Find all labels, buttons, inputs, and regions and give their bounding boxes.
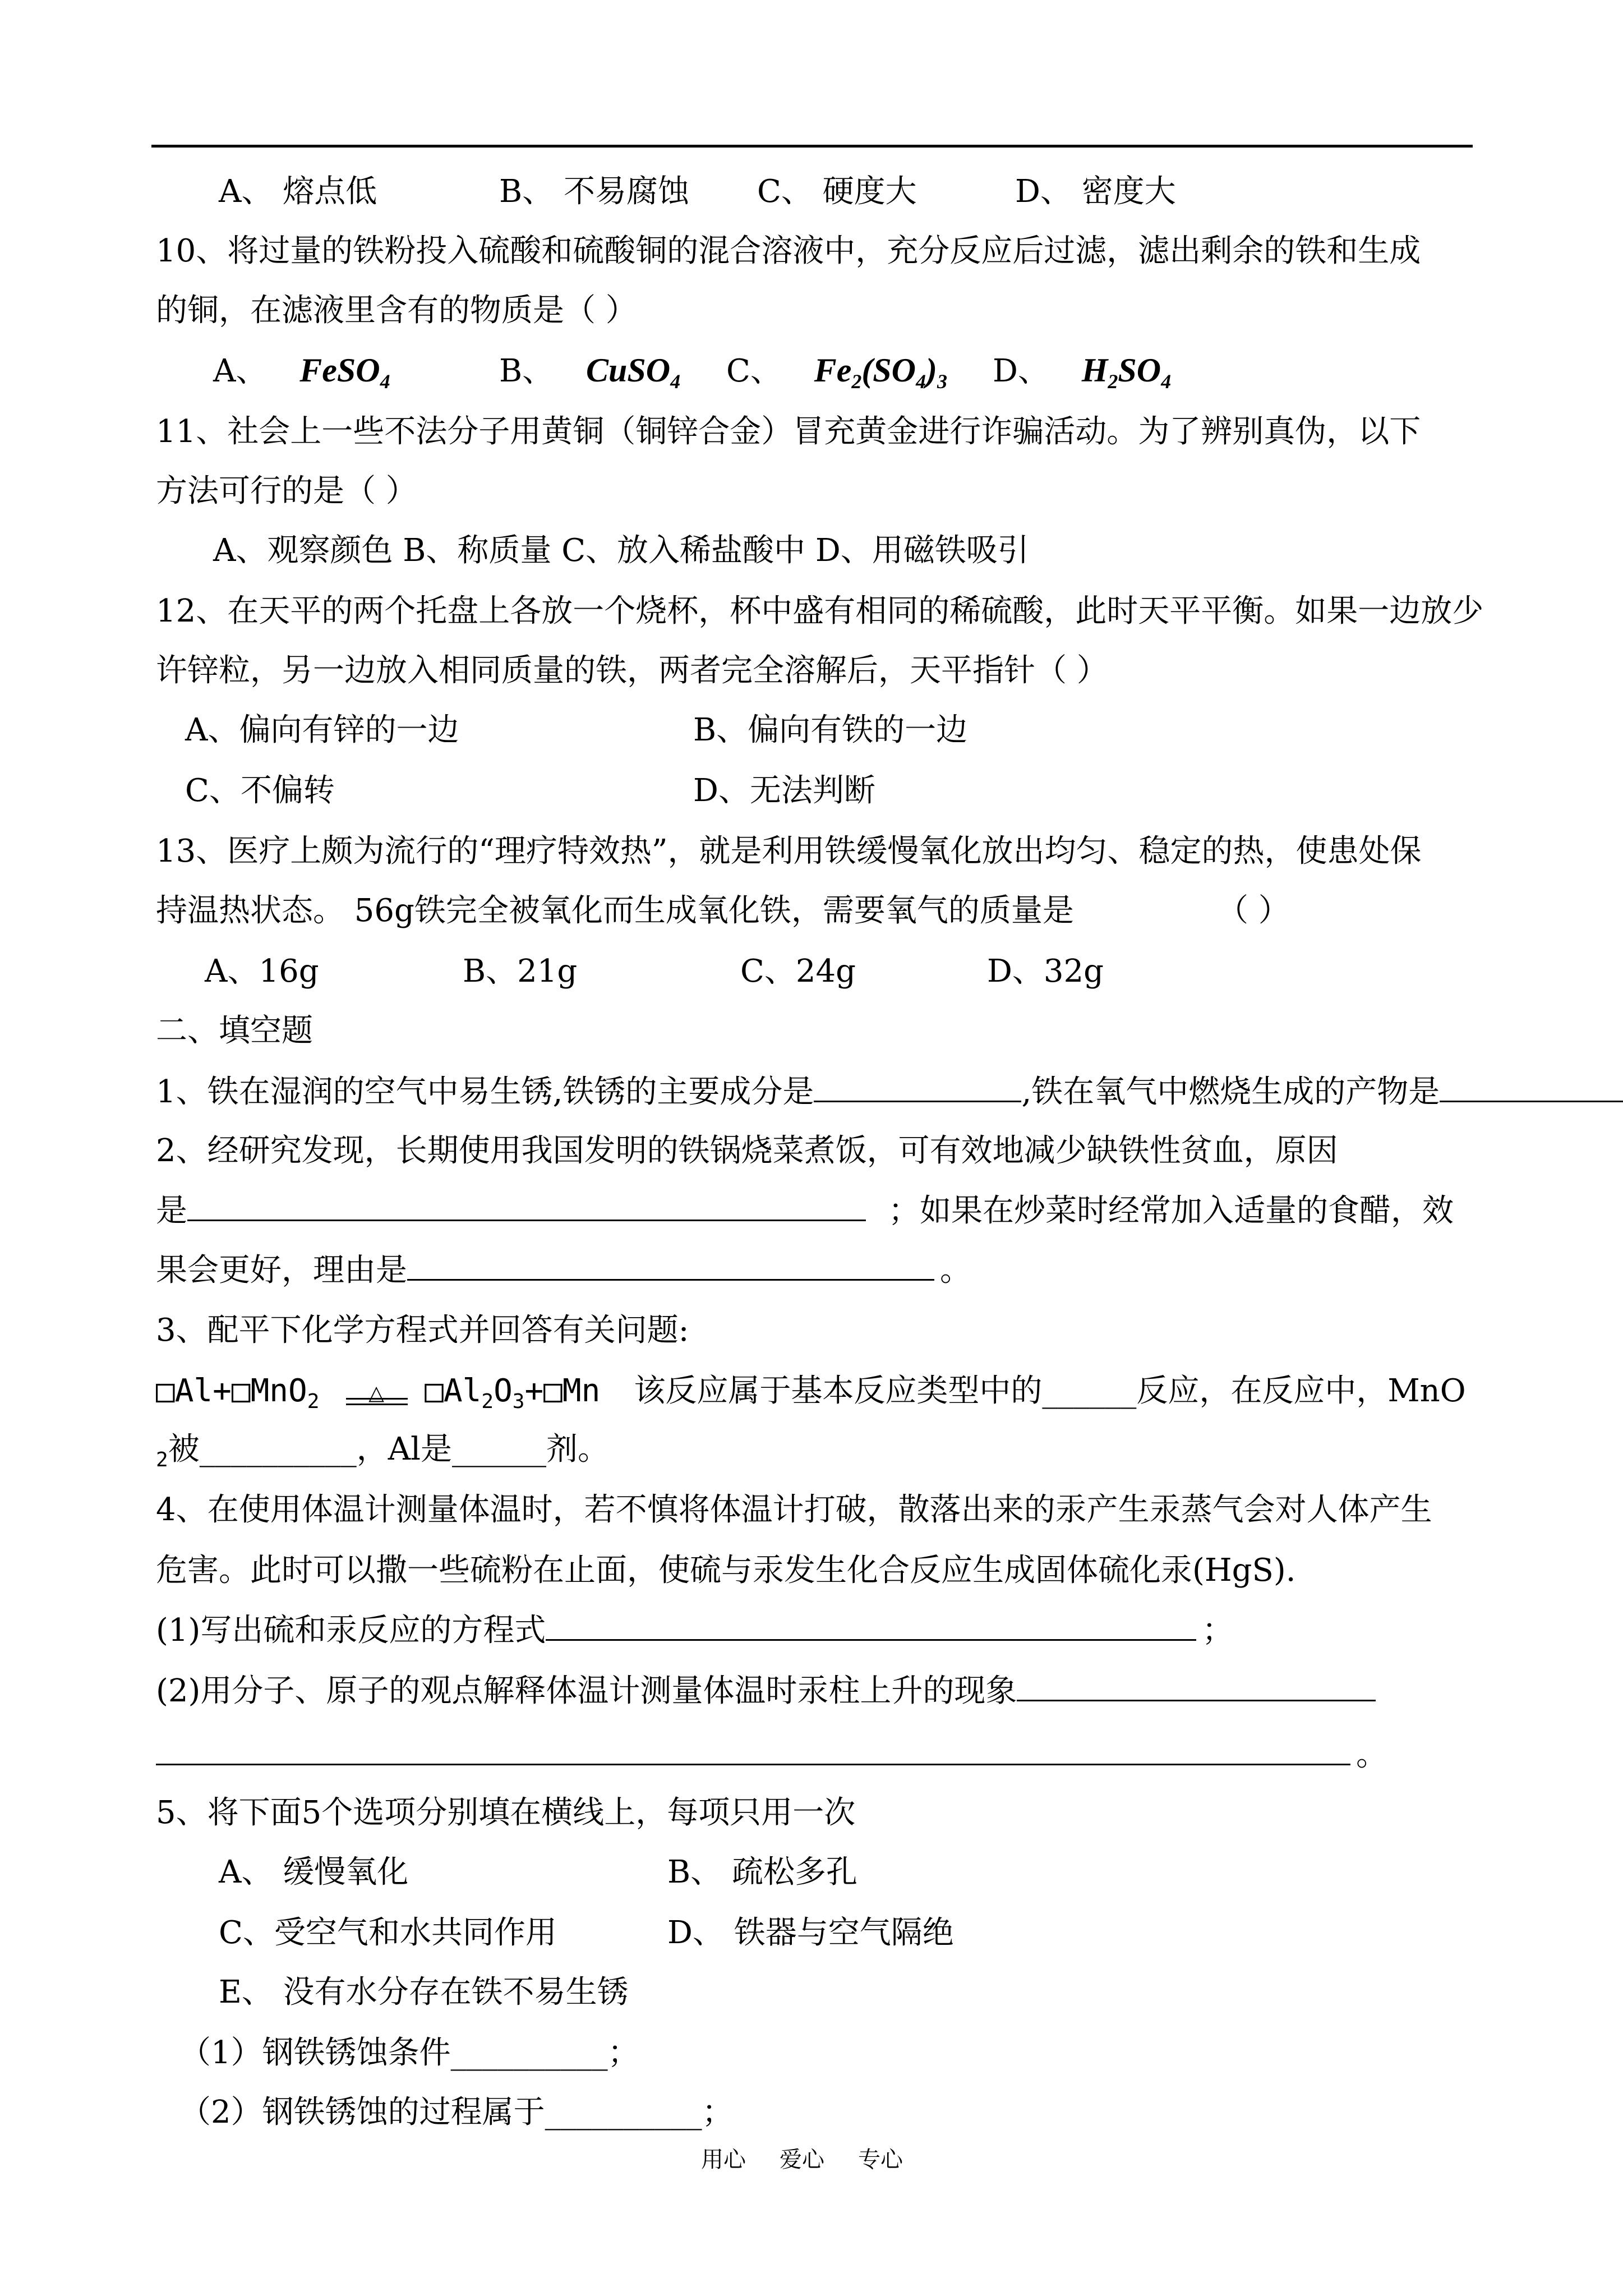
q10-option-d-label: D、 (993, 353, 1049, 389)
q10-option-d-formula-1: H (1081, 352, 1108, 389)
fill2-line2-a: 是 (156, 1193, 187, 1229)
q10-option-b-label: B、 (499, 353, 554, 389)
fill3-line2-sub: 2 (156, 1448, 168, 1471)
heat-equals-sign (346, 1377, 408, 1410)
fill2-line2 (156, 1190, 1454, 1231)
q10-option-c-label: C、 (726, 353, 782, 389)
fill4-q1-text: (1)写出硫和汞反应的方程式 (156, 1612, 546, 1649)
q13-line2: 持温热状态。 56g铁完全被氧化而生成氧化铁，需要氧气的质量是 (156, 892, 1074, 929)
fill2-line2-b: ；如果在炒菜时经常加入适量的食醋，效 (888, 1193, 1454, 1229)
q12-option-c: C、不偏转 (185, 772, 335, 809)
fill3-text2: 反应，在反应中，MnO (1136, 1373, 1466, 1409)
fill3-line2-c: 剂。 (546, 1431, 610, 1467)
q10-option-a (213, 350, 390, 402)
fill1-part1: 1、铁在湿润的空气中易生锈,铁锈的主要成分是 (156, 1074, 814, 1110)
footer-text-2: 爱心 (780, 2147, 824, 2173)
fill1-blank-2[interactable] (1440, 1071, 1623, 1102)
fill3-equation-line (156, 1371, 1466, 1422)
fill2-line3 (156, 1250, 971, 1291)
delta-icon: △ (368, 1381, 384, 1405)
fill3-line2-a: 被 (168, 1431, 200, 1467)
fill4-line2: 危害。此时可以撒一些硫粉在止面，使硫与汞发生化合反应生成固体硫化汞(HgS). (156, 1552, 1296, 1589)
q10-option-b-formula: CuSO (585, 352, 671, 389)
fill2-blank-1[interactable] (187, 1190, 866, 1221)
fill5-sub2-text: （2）钢铁锈蚀的过程属于 (179, 2094, 545, 2131)
q9-option-d: D、 密度大 (1015, 173, 1176, 210)
fill2-line1: 2、经研究发现，长期使用我国发明的铁锅烧菜煮饭，可有效地减少缺铁性贫血，原因 (156, 1133, 1338, 1169)
fill3-line2 (156, 1429, 609, 1480)
q10-option-a-formula: FeSO (299, 352, 380, 389)
fill5-title: 5、将下面5个选项分别填在横线上，每项只用一次 (156, 1795, 856, 1831)
q10-option-c-sub-2: 4 (916, 370, 926, 393)
fill5-sub2-blank[interactable]: __________ (545, 2094, 702, 2131)
q12-line2: 许锌粒，另一边放入相同质量的铁，两者完全溶解后，天平指针（ ） (156, 652, 1108, 689)
q11-options: A、观察颜色 B、称质量 C、放入稀盐酸中 D、用磁铁吸引 (213, 532, 1029, 569)
fill4-q2-text: (2)用分子、原子的观点解释体温计测量体温时汞柱上升的现象 (156, 1673, 1017, 1709)
fill4-q2-cont (156, 1734, 1387, 1775)
q13-option-c: C、24g (740, 953, 856, 990)
fill3-eq-left: □Al+□MnO (156, 1373, 307, 1409)
q13-option-a: A、16g (205, 953, 319, 990)
q10-line2: 的铜，在滤液里含有的物质是（ ） (156, 292, 637, 329)
fill1-blank-1[interactable] (814, 1071, 1021, 1102)
q10-option-b-sub: 4 (670, 370, 681, 393)
footer-text-1: 用心 (701, 2147, 746, 2173)
fill1-part2: ,铁在氧气中燃烧生成的产物是 (1021, 1074, 1440, 1110)
fill3-title: 3、配平下化学方程式并回答有关问题: (156, 1312, 689, 1349)
q10-option-c-formula-1: Fe (814, 352, 852, 389)
q10-option-d-formula-2: SO (1118, 352, 1161, 389)
fill5-sub2 (179, 2092, 734, 2133)
q10-option-a-sub: 4 (380, 370, 390, 393)
page-footer (701, 2146, 937, 2174)
fill5-option-d: D、 铁器与空气隔绝 (667, 1915, 954, 1951)
fill3-blank2[interactable]: __________ (199, 1431, 357, 1467)
fill3-eq-right-3: +□Mn (524, 1373, 601, 1409)
q10-option-d-sub-2: 4 (1161, 370, 1172, 393)
q12-option-b: B、偏向有铁的一边 (693, 712, 968, 748)
fill3-line2-b: ，Al是 (356, 1431, 453, 1467)
q10-option-b (499, 350, 680, 402)
fill5-sub1-end: ； (607, 2035, 639, 2071)
q10-option-a-label: A、 (213, 353, 268, 389)
fill2-blank-2[interactable] (407, 1250, 934, 1281)
q13-line1: 13、医疗上颇为流行的“理疗特效热”，就是利用铁缓慢氧化放出均匀、稳定的热，使患处保 (156, 833, 1422, 869)
fill5-option-a: A、 缓慢氧化 (219, 1854, 409, 1890)
q10-line1: 10、将过量的铁粉投入硫酸和硫酸铜的混合溶液中，充分反应后过滤，滤出剩余的铁和生成 (156, 233, 1421, 269)
fill4-q1-end: ； (1202, 1612, 1234, 1649)
q10-option-d (993, 350, 1171, 402)
fill3-eq-right-sub2: 3 (512, 1390, 525, 1413)
section-title: 二、填空题 (156, 1013, 313, 1049)
q11-line2: 方法可行的是（ ） (156, 473, 417, 509)
q13-option-b: B、21g (463, 953, 578, 990)
fill5-sub1-blank[interactable]: __________ (450, 2035, 608, 2071)
fill2-line3-b: 。 (940, 1252, 971, 1289)
fill3-eq-right-sub1: 2 (481, 1390, 494, 1413)
fill4-q1-blank[interactable] (546, 1610, 1196, 1641)
fill5-option-b: B、 疏松多孔 (667, 1854, 857, 1890)
fill5-sub1-text: （1）钢铁锈蚀条件 (179, 2035, 451, 2071)
q9-option-b: B、 不易腐蚀 (499, 173, 689, 210)
fill5-option-c: C、受空气和水共同作用 (219, 1915, 557, 1951)
fill5-sub1 (179, 2033, 639, 2073)
footer-text-3: 专心 (858, 2147, 903, 2173)
header-rule (151, 145, 1473, 148)
q12-option-d: D、无法判断 (693, 772, 875, 809)
fill3-blank3[interactable]: ______ (452, 1431, 547, 1467)
q10-option-c-sub-1: 2 (851, 370, 862, 393)
fill2-line3-a: 果会更好，理由是 (156, 1252, 407, 1289)
fill5-sub2-end: ； (702, 2094, 734, 2131)
fill4-q2 (156, 1671, 1376, 1711)
fill4-line1: 4、在使用体温计测量体温时，若不慎将体温计打破，散落出来的汞产生汞蒸气会对人体产生 (156, 1492, 1432, 1528)
fill3-eq-left-sub: 2 (307, 1390, 320, 1413)
fill3-text1: 该反应属于基本反应类型中的 (634, 1373, 1043, 1409)
q11-line1: 11、社会上一些不法分子用黄铜（铜锌合金）冒充黄金进行诈骗活动。为了辨别真伪，以下 (156, 413, 1421, 450)
fill3-eq-right-2: O (494, 1373, 513, 1409)
q10-option-c-formula-2: (SO (861, 352, 916, 389)
q12-line1: 12、在天平的两个托盘上各放一个烧杯，杯中盛有相同的稀硫酸，此时天平平衡。如果一边放少 (156, 593, 1484, 629)
q12-option-a: A、偏向有锌的一边 (185, 712, 459, 748)
fill4-q1 (156, 1610, 1233, 1651)
q13-answer-paren: （ ） (1217, 892, 1290, 929)
fill1-line (156, 1071, 1623, 1112)
fill3-blank1[interactable]: ______ (1042, 1373, 1137, 1409)
q10-option-d-sub-1: 2 (1108, 370, 1118, 393)
fill5-option-e: E、 没有水分存在铁不易生锈 (219, 1974, 629, 2010)
q13-option-d: D、32g (987, 953, 1104, 990)
q9-option-c: C、 硬度大 (757, 173, 917, 210)
q10-option-c-sub-3: 3 (937, 370, 947, 393)
fill4-q2-blank-1[interactable] (1017, 1671, 1376, 1701)
q9-option-a: A、 熔点低 (219, 173, 377, 210)
q10-option-c-formula-3: ) (926, 352, 937, 389)
fill4-q2-end: 。 (1356, 1737, 1387, 1773)
q10-option-c (726, 350, 947, 402)
fill3-eq-right-1: □Al (425, 1373, 482, 1409)
fill4-q2-blank-2[interactable] (156, 1734, 1350, 1765)
